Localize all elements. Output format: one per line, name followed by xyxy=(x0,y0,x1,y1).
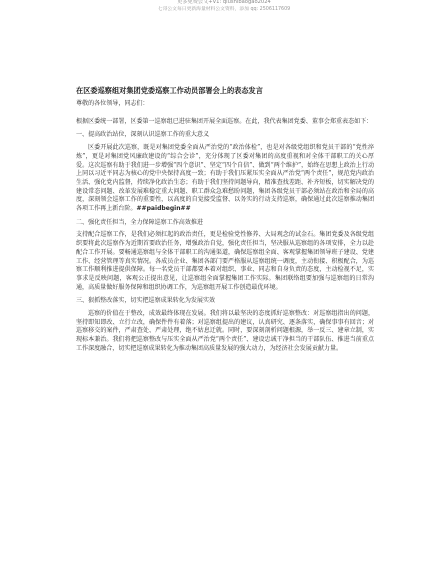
header-promo-line: 更多免费公文+V1: qiushibaogao2024 xyxy=(177,0,271,5)
section-heading-1: 一、提高政治站位，深刻认识巡察工作的重大意义 xyxy=(76,131,210,139)
intro-paragraph: 根据区委统一部署，区委第一巡察组已进驻集团开展全面巡察。在此，我代表集团党委、董事会郑重表态如下： xyxy=(76,117,373,125)
section-3-paragraph: 巡察的价值在于整改，成效最终体现在发展。我们将以最坚决的态度抓好巡察整改：对巡察组指出的问题，坚持即知即改、立行立改，确保件件有着落；对巡察组提出的建议，认真研究、逐条落实，确保事事有回音；对巡察移交的案件，严肃查处、严肃处理，绝不姑息迁就。同时，要深刻剖析问题根源，举一反三、建章立制，实现标本兼治。我们将把巡察整改与压实全面从严治党“两个责任”、建设忠诚干净担当的干部队伍、推进当前重点工作深度融合，切实把巡察成果转化为推动集团高质量发展的强大动力，为经济社会发展贡献力量。 xyxy=(76,310,374,352)
section-heading-3: 三、狠抓整改落实，切实把巡察成果转化为发展实效 xyxy=(76,297,216,305)
document-body xyxy=(76,86,374,359)
section-heading-2: 二、强化责任担当，全力保障巡察工作高效推进 xyxy=(76,218,203,226)
paid-begin-marker: ##paidbegin## xyxy=(136,205,191,213)
section-1-text: 区委开展此次巡察，既是对集团党委全面从严治党的“政治体检”，也是对各级党组织和党员干部的“党性淬炼”，更是对集团党风廉政建设的“综合会诊”，充分体现了区委对集团的高度重视和对全体干部职工的关心厚爱。这次巡察有助于我们进一步增强“四个意识”、坚定“四个自信”、做到“两个维护”，始终在思想上政治上行动上同以习近平同志为核心的党中央保持高度一致；有助于我们压紧压实全面从严治党“两个责任”，规范党内政治生活、强化党内监督，持续净化政治生态；有助于我们坚持问题导向，精准查找差距、补齐短板，切实解决党的建设常态问题、改革发展难稳定重大问题、职工群众急难愁盼问题，集团各级党员干部必须站在政治和全局的高度，深刻领会巡察工作的重要性，以高度的自觉接受监督、以务实的行动支持巡察，确保通过此次巡察推动集团各项工作再上新台阶。 xyxy=(76,144,374,213)
header-contact-line: 七哥公文每日更新海量材料公文资料，添加 qq: 2506117609 xyxy=(157,7,291,12)
document-title: 在区委巡察组对集团党委巡察工作动员部署会上的表态发言 xyxy=(76,86,263,95)
section-2-paragraph: 支持配合巡察工作，是我们必须扛起的政治责任，更是检验党性修养、大局观念的试金石。集团党委及各级党组织要将此次巡察作为近期首要政治任务，增强政治自觉，强化责任担当，坚决服从巡察组的各项安排，全力以赴配合工作开展。要畅通巡察组与全体干部职工的沟通渠道，确保巡察组全面、客观掌握集团领导班子建设、党建工作、经营管理等真实情况。各成员企业、集团各部门要严格服从巡察组统一调度，主动衔接、积极配合，为巡察工作顺利推进提供保障。每一名党员干部都要本着对组织、事业、同志和自身负责的态度，主动检视不足，实事求是反映问题，客观公正提出意见，让巡察组全面掌握集团工作实际。集团联络组要加强与巡察组的日常沟通，高质量做好服务保障和组织协调工作，为巡察组开展工作创造最优环境。 xyxy=(76,231,374,291)
section-1-paragraph xyxy=(76,144,374,214)
page-header xyxy=(0,0,448,26)
greeting: 尊敬的各位领导，同志们： xyxy=(76,100,149,107)
